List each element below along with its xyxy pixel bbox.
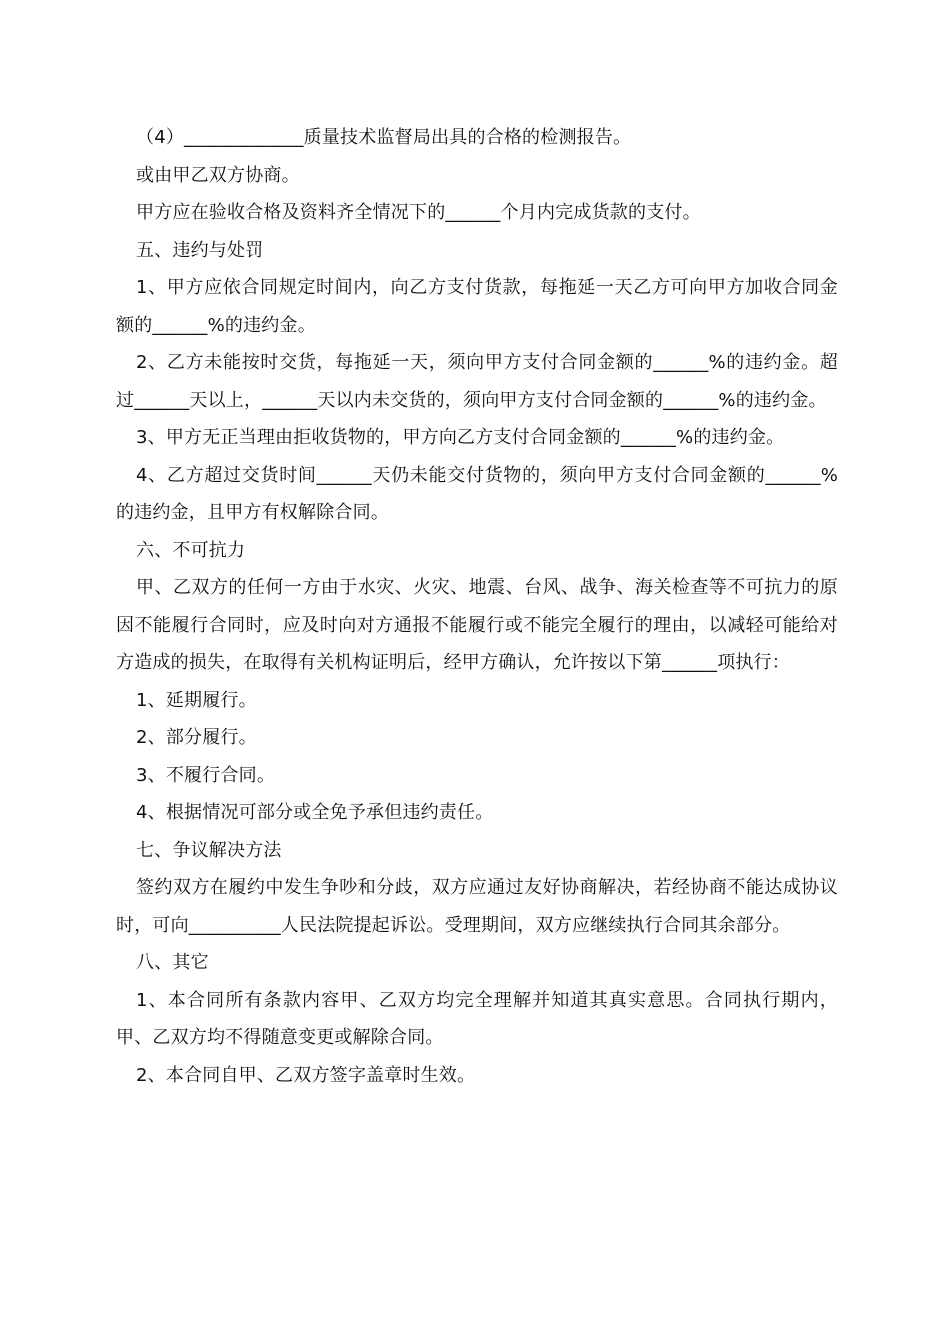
breach-clause-2: 2、乙方未能按时交货，每拖延一天，须向甲方支付合同金额的______%的违约金。超过______天以上，______天以内未交货的，须向甲方支付合同金额的______%的违约金。: [116, 352, 838, 411]
section-heading-force-majeure: 六、不可抗力: [136, 539, 246, 561]
section-heading-other: 八、其它: [136, 952, 209, 973]
other-clause-2: 2、本合同自甲、乙双方签字盖章时生效。: [136, 1064, 476, 1086]
breach-clause-4: 4、乙方超过交货时间______天仍未能交付货物的，须向甲方支付合同金额的______%的违约金，且甲方有权解除合同。: [116, 464, 838, 523]
force-majeure-paragraph: 甲、乙双方的任何一方由于水灾、火灾、地震、台风、战争、海关检查等不可抗力的原因不能履行合同时，应及时向对方通报不能履行或不能完全履行的理由，以减轻可能给对方造成的损失，在取得有关机构证明后，经甲方确认，允许按以下第______项执行：: [116, 577, 838, 673]
other-clause-1: 1、本合同所有条款内容甲、乙双方均完全理解并知道其真实意思。合同执行期内，甲、乙双方均不得随意变更或解除合同。: [116, 989, 838, 1048]
breach-clause-1: 1、甲方应依合同规定时间内，向乙方支付货款，每拖延一天乙方可向甲方加收合同金额的______%的违约金。: [116, 277, 838, 336]
force-majeure-option-1: 1、延期履行。: [136, 689, 257, 711]
document-body: [116, 119, 838, 1094]
force-majeure-option-2: 2、部分履行。: [136, 727, 257, 748]
clause-4-inspection-report: （4）_____________质量技术监督局出具的合格的检测报告。: [136, 127, 632, 148]
clause-negotiation-note: 或由甲乙双方协商。: [136, 164, 300, 186]
dispute-paragraph: 签约双方在履约中发生争吵和分歧，双方应通过友好协商解决，若经协商不能达成协议时，可向__________人民法院提起诉讼。受理期间，双方应继续执行合同其余部分。: [116, 877, 838, 936]
force-majeure-option-3: 3、不履行合同。: [136, 764, 276, 786]
force-majeure-option-4: 4、根据情况可部分或全免予承但违约责任。: [136, 802, 494, 823]
clause-payment-deadline: 甲方应在验收合格及资料齐全情况下的______个月内完成货款的支付。: [136, 202, 701, 223]
section-heading-breach: 五、违约与处罚: [136, 239, 264, 261]
breach-clause-3: 3、甲方无正当理由拒收货物的，甲方向乙方支付合同金额的______%的违约金。: [136, 427, 785, 448]
section-heading-dispute: 七、争议解决方法: [136, 839, 282, 861]
